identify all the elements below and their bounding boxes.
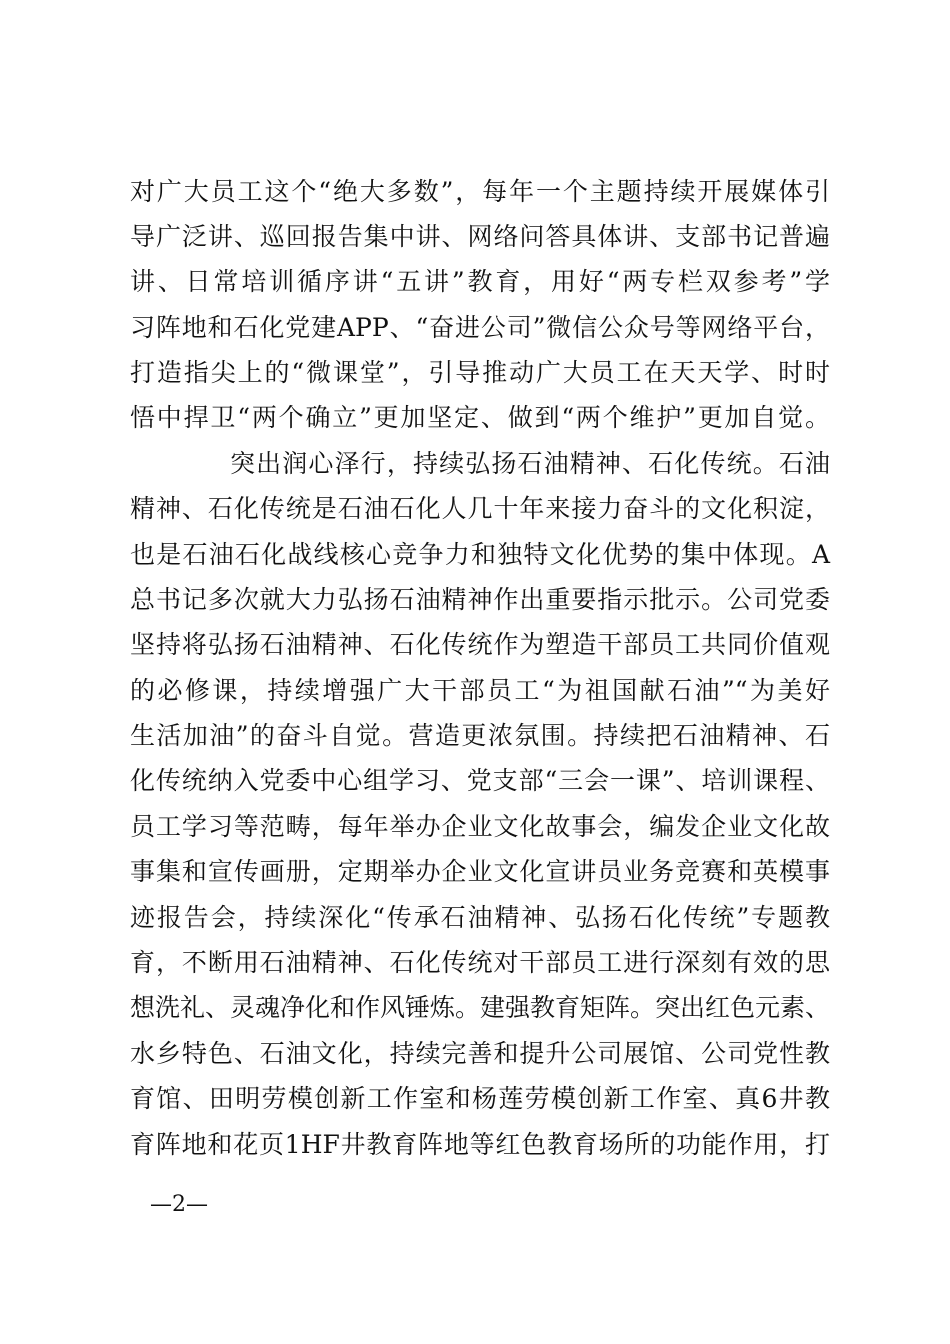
- paragraph-line: 育阵地和花页1HF井教育阵地等红色教育场所的功能作用，打: [130, 1130, 830, 1159]
- paragraph-line: 总书记多次就大力弘扬石油精神作出重要指示批示。公司党委: [130, 585, 830, 614]
- paragraph-line: 打造指尖上的“微课堂”，引导推动广大员工在天天学、时时: [130, 358, 830, 387]
- page-number: —2—: [150, 1192, 208, 1217]
- paragraph-line: 精神、石化传统是石油石化人几十年来接力奋斗的文化积淀，: [130, 494, 830, 523]
- paragraph-line: 习阵地和石化党建APP、“奋进公司”微信公众号等网络平台，: [130, 313, 830, 342]
- paragraph-line: 的必修课，持续增强广大干部员工“为祖国献石油”“为美好: [130, 676, 830, 705]
- paragraph-line: 育，不断用石油精神、石化传统对干部员工进行深刻有效的思: [130, 948, 830, 977]
- paragraph-line: 想洗礼、灵魂净化和作风锤炼。建强教育矩阵。突出红色元素、: [130, 993, 831, 1022]
- paragraph-line: 事集和宣传画册，定期举办企业文化宣讲员业务竞赛和英模事: [130, 857, 830, 886]
- paragraph-line: 也是石油石化战线核心竞争力和独特文化优势的集中体现。A: [130, 540, 830, 569]
- paragraph-line: 化传统纳入党委中心组学习、党支部“三会一课”、培训课程、: [130, 766, 830, 795]
- paragraph-line: 育馆、田明劳模创新工作室和杨莲劳模创新工作室、真6井教: [130, 1084, 830, 1113]
- paragraph-line: 员工学习等范畴，每年举办企业文化故事会，编发企业文化故: [130, 812, 830, 841]
- paragraph-line: 水乡特色、石油文化，持续完善和提升公司展馆、公司党性教: [130, 1039, 830, 1068]
- paragraph-line: 生活加油”的奋斗自觉。营造更浓氛围。持续把石油精神、石: [130, 721, 830, 750]
- paragraph-line: 坚持将弘扬石油精神、石化传统作为塑造干部员工共同价值观: [130, 630, 830, 659]
- paragraph-line: 悟中捍卫“两个确立”更加坚定、做到“两个维护”更加自觉。: [130, 403, 830, 432]
- paragraph-line: 迹报告会，持续深化“传承石油精神、弘扬石化传统”专题教: [130, 903, 830, 932]
- paragraph-line: 导广泛讲、巡回报告集中讲、网络问答具体讲、支部书记普遍: [130, 222, 830, 251]
- paragraph-line: 对广大员工这个“绝大多数”，每年一个主题持续开展媒体引: [130, 177, 830, 206]
- paragraph-line: 突出润心泽行，持续弘扬石油精神、石化传统。石油: [230, 449, 830, 478]
- paragraph-line: 讲、日常培训循序讲“五讲”教育，用好“两专栏双参考”学: [130, 267, 830, 296]
